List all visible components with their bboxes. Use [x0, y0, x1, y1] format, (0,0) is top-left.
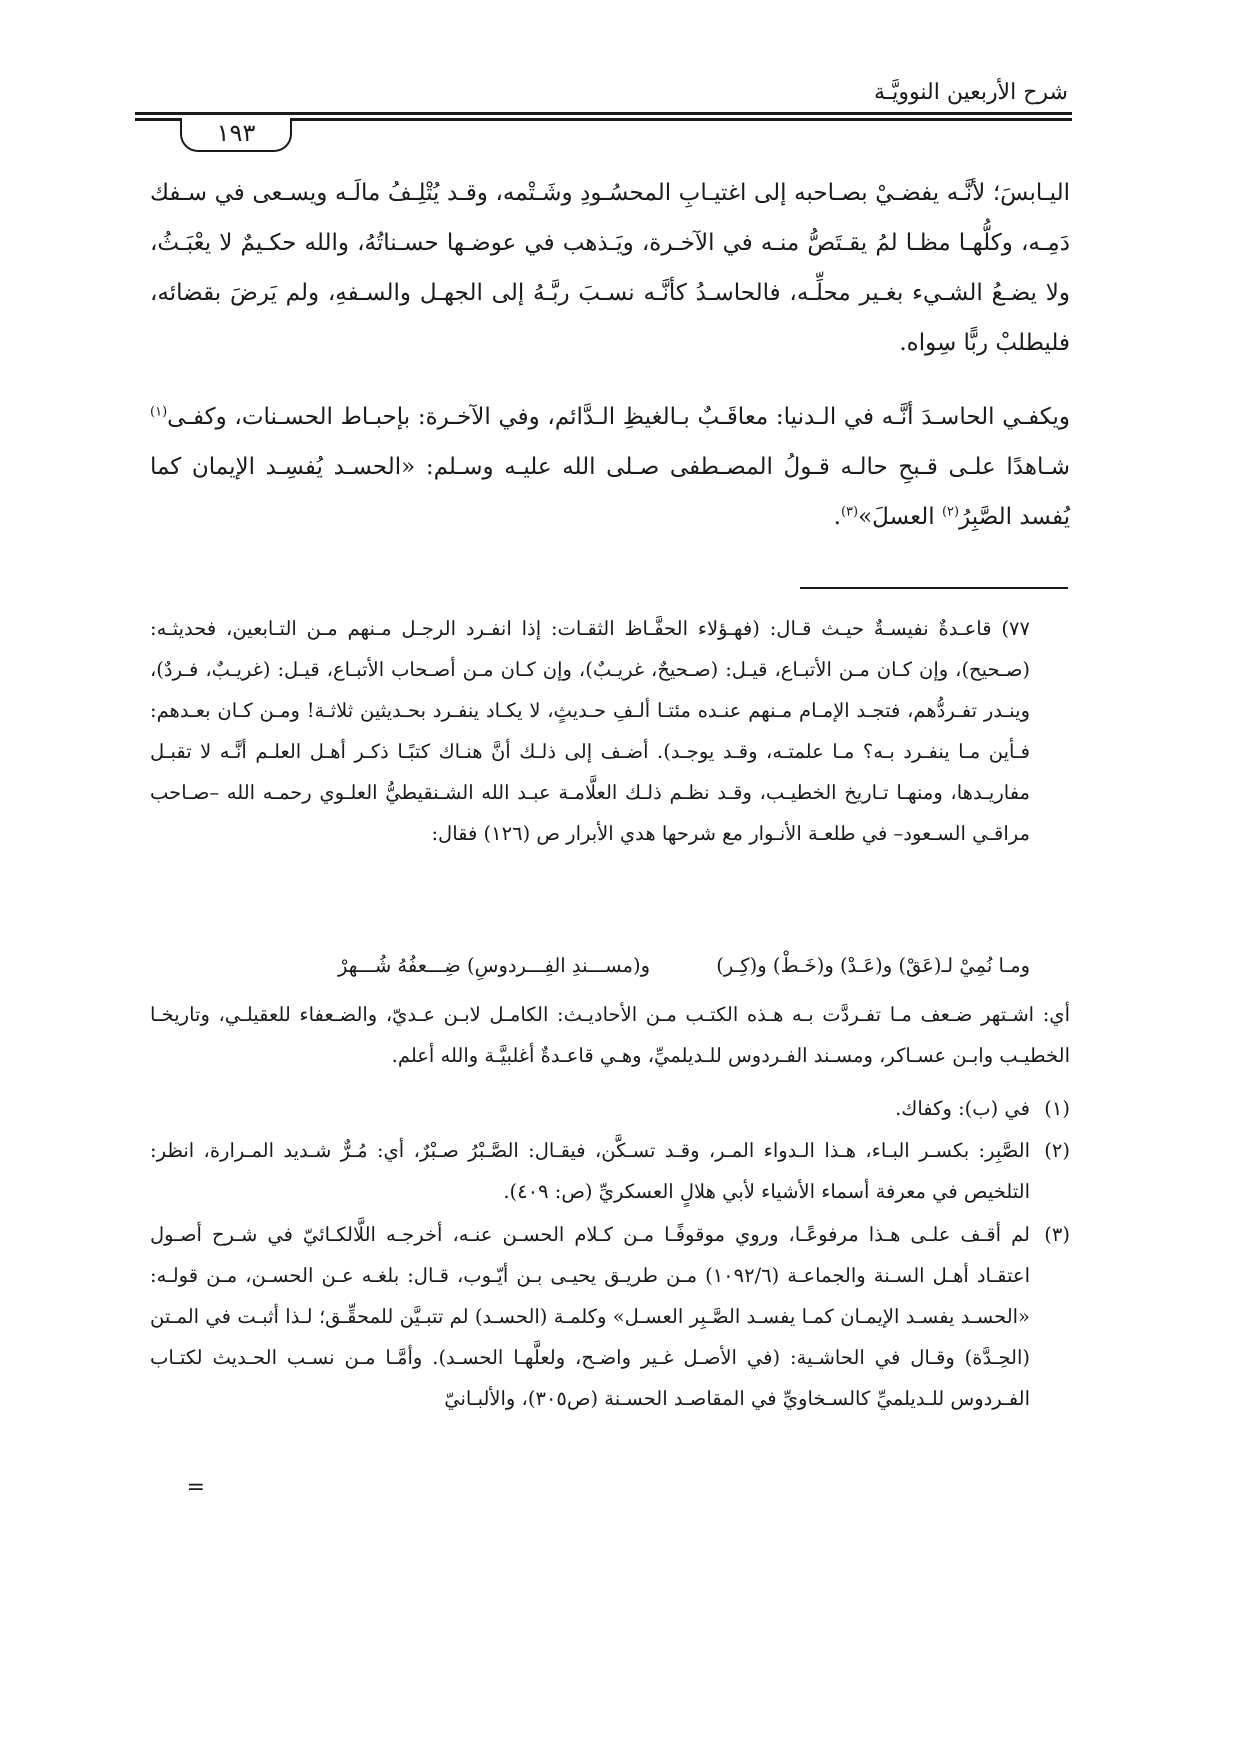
footnote-ref-1[interactable]: (١) [150, 404, 168, 420]
footnote-2-number: (٢) [1044, 1139, 1070, 1162]
main-paragraph-1: اليـابسَ؛ لأنَّـه يفضـيْ بصـاحبه إلى اغتيـابِ المحسُـودِ وشَـتْمه، وقـد يُتْلِـفُ مالَـه ويسـعى في سـفك دَمِـه، وكلُّهـا مظـا لمُ يقـتَصُّ منـه في الآخـرة، ويَـذهب في عوضـها حسـناتُهُ، والله حكـيمٌ لا يعْبَـثُ، ولا يضـعُ الشـيء بغـير محلِّـه، فالحاسـدُ كأنَّـه نسـبَ ربَّـهُ إلى الجهـل والسـفهِ، ولم يَرضَ بقضائه، فليطلبْ ربًّا سِواه. [150, 180, 1070, 356]
footnote-ref-3[interactable]: (٣) [840, 504, 859, 520]
poem-first-hemistich: ومـا نُمِيْ لـ(عَقْ) و(عَـدْ) و(خَـطْ) و(كِـر) [716, 954, 1030, 977]
continuation-mark: = [186, 1475, 205, 1500]
main-paragraph-2-part-b: شـاهدًا علـى قـبحِ حالـه قـولُ المصـطفى صـلى الله عليـه وسـلم: «الحسـد يُفسِـد الإيمان كما يُفسد الصَّبِرُ [150, 454, 1070, 530]
footnote-1-number: (١) [1044, 1097, 1070, 1120]
main-paragraph-2-part-d: . [833, 504, 841, 530]
main-paragraph-2 [150, 392, 1070, 542]
footnote-divider [800, 587, 1068, 589]
footnote-2-text: الصَّبِر: بكسـر البـاء، هـذا الـدواء المـر، وقـد تسـكَّن، فيقـال: الصَّـبْرُ صـبْرٌ، أي: مُـرٌّ شـديد المـرارة، انظر: التلخيص في معرفة أسماء الأشياء لأبي هلالٍ العسكريِّ (ص: ٤٠٩). [150, 1139, 1030, 1203]
running-header-title: شرح الأربعين النوويَّـة [874, 80, 1068, 105]
poem-second-hemistich: و(مســـندِ الفِـــردوسِ) ضِـــعفُهُ شُـــهرْ [338, 954, 650, 977]
footnote-2 [150, 1130, 1070, 1212]
footnote-3-number: (٣) [1044, 1223, 1070, 1246]
header-rule-top [135, 112, 1072, 115]
footnote-3 [150, 1214, 1070, 1419]
page-number: ١٩٣ [180, 118, 292, 152]
note-explanation: أي: اشـتهر ضـعف مـا تفـردَّت بـه هـذه الكتـب مـن الأحاديـث: الكامـل لابـن عـديّ، والضـعفاء للعقيلـي، وتاريخـا الخطيـب وابـن عسـاكر، ومسـند الفـردوس للـديلميِّ، وهـي قاعـدةٌ أغلبيَّـة والله أعلم. [150, 1003, 1070, 1067]
main-paragraph-2-part-a: ويكفـي الحاسـدَ أنَّـه في الـدنيا: معاقَـبٌ بـالغيظِ الـدَّائم، وفي الآخـرة: بإحبـاط الحسـنات، وكفـى [167, 404, 1070, 430]
footnote-3-text: لم أقـف علـى هـذا مرفوعًـا، وروي موقوفًـا مـن كـلام الحسـن عنـه، أخرجـه اللَّالكـائيّ في شـرح أصـول اعتقـاد أهـل السـنة والجماعـة (١٠٩٢/٦) مـن طريـق يحيـى بـن أيّـوب، قـال: بلغـه عـن الحسـن، مـن قولـه: «الحسـد يفسـد الإيمـان كمـا يفسـد الصَّـبِر العسـل» وكلمـة (الحسـد) لم تتبـيَّن للمحقِّـق؛ لـذا أثبـت في المـتن (الحِـدَّة) وقـال في الحاشـية: (في الأصـل غـير واضـح، ولعلَّهـا الحسـد). وأمَّـا مـن نسـب الحـديث لكتـاب الفـردوس للـديلميِّ كالسـخاويِّ في المقاصـد الحسـنة (ص٣٠٥)، والألبـانيّ [150, 1223, 1030, 1410]
footnote-1 [150, 1088, 1070, 1129]
main-paragraph-2-part-c: العسلَ» [858, 504, 942, 530]
footnote-1-text: في (ب): وكفاك. [895, 1097, 1030, 1120]
footnote-ref-2[interactable]: (٢) [941, 504, 960, 520]
note-77: ٧٧) قاعـدةٌ نفيسـةٌ حيـث قـال: (فهـؤلاء الحفَّـاظ الثقـات: إذا انفـرد الرجـل مـنهم مـن التـابعين، فحديثـه: (صـحيح)، وإن كـان مـن الأتبـاع، قيـل: (صـحيحٌ، غريـبٌ)، وإن كـان مـن أصـحاب الأتبـاع، قيـل: (غريـبٌ، فـردٌ)، وينـدر تفـردُّهم، فتجـد الإمـام مـنهم عنـده مئتـا ألـفِ حـديثٍ، لا يكـاد ينفـرد بحـديثين ثلاثـة! ومـن كـان بعـدهم: فـأين مـا ينفـرد بـه؟ مـا علمتـه، وقـد يوجـد). أضـف إلى ذلـك أنَّ هنـاك كتبًـا ذكـر أهـل العلـم أنَّـه لا تقبـل مفاريـدها، ومنهـا تـاريخ الخطيـب، وقـد نظـم ذلـك العلَّامـة عبـد الله الشـنقيطيُّ العلـوي رحمـه الله –صـاحب مراقـي السـعود– في طلعـة الأنـوار مع شرحها هدي الأبرار ص (١٢٦) فقال: [150, 617, 1030, 845]
